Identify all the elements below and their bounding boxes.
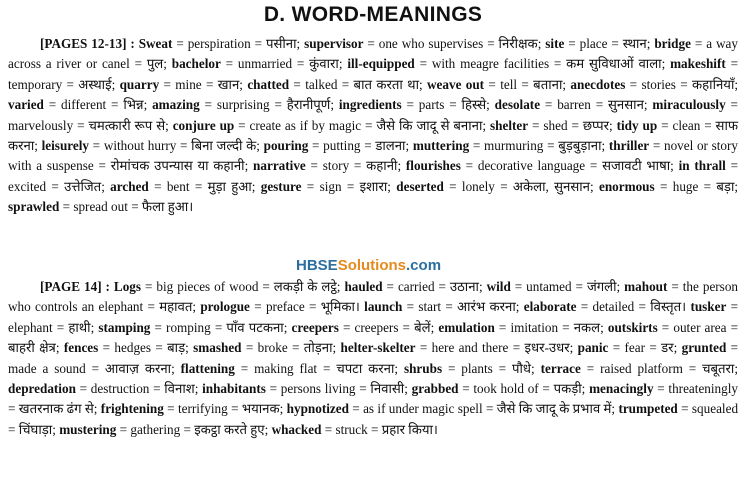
term-meaning: struck = प्रहार किया।: [335, 421, 438, 437]
term: enormous: [598, 178, 655, 194]
term-meaning: spread out = फैला हुआ।: [73, 199, 194, 215]
term-meaning: broke = तोड़ना: [257, 340, 333, 356]
term-meaning: shed = छप्पर: [543, 117, 610, 133]
term: flourishes: [405, 158, 461, 174]
term: depredation: [8, 381, 76, 397]
term: pouring: [263, 138, 309, 154]
term: tidy up: [616, 117, 658, 133]
term: emulation: [438, 319, 495, 335]
term: quarry: [119, 76, 160, 92]
term: anecdotes: [570, 76, 626, 92]
term-meaning: novel or story with a suspense = रोमांचक उपन्यास या कहानी: [8, 138, 739, 174]
term: terrace: [540, 360, 581, 376]
term: wild: [486, 279, 511, 294]
term-meaning: one who supervises = निरीक्षक: [378, 36, 538, 51]
watermark-part-2: Solutions: [337, 257, 407, 274]
term: deserted: [396, 178, 444, 194]
term: stamping: [98, 319, 151, 335]
term-meaning: sign = इशारा: [319, 178, 388, 194]
term-meaning: unmarried = कुंवारा: [237, 56, 339, 72]
term-meaning: making flat = चपटा करना: [254, 360, 395, 376]
term: flattening: [180, 360, 235, 376]
term: prologue: [200, 299, 250, 315]
term-meaning: carried = उठाना: [397, 279, 479, 294]
term-meaning: start = आरंभ करना: [418, 299, 516, 315]
term: shrubs: [403, 360, 443, 376]
term-meaning: clean = साफ करना: [8, 117, 739, 154]
term: thriller: [608, 138, 650, 154]
term: conjure up: [172, 117, 235, 133]
term-meaning: parts = हिस्से: [418, 97, 487, 113]
term-meaning: threateningly = खतरनाक ढंग से: [8, 381, 738, 417]
term: menacingly: [589, 381, 654, 397]
term: weave out: [427, 76, 485, 92]
term-meaning: raised platform = चबूतरा: [600, 360, 735, 376]
term: hauled: [344, 279, 383, 294]
term: miraculously: [652, 97, 726, 113]
term: supervisor: [304, 36, 364, 51]
term-meaning: gathering = इकट्ठा करते हुए: [130, 421, 265, 437]
page-title: D. WORD-MEANINGS: [263, 3, 483, 26]
term: outskirts: [607, 319, 658, 335]
term: helter-skelter: [340, 340, 416, 356]
term: Sweat: [138, 36, 173, 51]
term-meaning: creepers = बेलें: [354, 319, 431, 335]
term: frightening: [100, 401, 164, 417]
section-pages-12-13: [PAGES 12-13] : Sweat = perspiration = पसीना; supervisor = one who supervises = निरीक्षक; site = place = स्थान; bridge = a way across a river or canel = पुल; bachelor = unmarried = कुंवारा; ill-equipped = with meagre facilities = कम सुविधाओं वाला; makeshift = temporary = अस्थाई; quarry = mine = खान; chatted = talked = बात करता था; weave out = tell = बताना; anecdotes = stories = कहानियाँ; varied = different = भिन्न; amazing = surprising = हैरानीपूर्ण; ingredients = parts = हिस्से; desolate = barren = सुनसान; miraculously = marvelously = चमत्कारी रूप से; conjure up = create as if by magic = जैसे कि जादू से बनाना; shelter = shed = छप्पर; tidy up = clean = साफ करना; leisurely = without hurry = बिना जल्दी के; pouring = putting = डालना; muttering = murmuring = बुड़बुड़ाना; thriller = novel or story with a suspense = रोमांचक उपन्यास या कहानी; narrative = story = कहानी; flourishes = decorative language = सजावटी भाषा; in thrall = excited = उत्तेजित; arched = bent = मुड़ा हुआ; gesture = sign = इशारा; deserted = lonely = अकेला, सुनसान; enormous = huge = बड़ा; sprawled = spread out = फैला हुआ।: [8, 36, 739, 215]
term-meaning: terrifying = भयानक: [177, 401, 280, 417]
term: chatted: [247, 76, 290, 92]
term: gesture: [260, 178, 302, 194]
term: smashed: [193, 340, 242, 356]
term: in thrall: [678, 158, 726, 174]
term-meaning: the person who controls an elephant = महावत: [8, 279, 739, 315]
term: launch: [364, 299, 403, 315]
section-label: [PAGES 12-13] :: [40, 36, 135, 51]
term-meaning: destruction = विनाश: [90, 381, 195, 397]
term: muttering: [412, 138, 470, 154]
term-meaning: perspiration = पसीना: [187, 36, 297, 51]
watermark-part-1: HBSE: [296, 257, 338, 274]
term-meaning: without hurry = बिना जल्दी के: [103, 138, 257, 154]
term-meaning: preface = भूमिका।: [265, 299, 360, 315]
term-meaning: lonely = अकेला, सुनसान: [461, 178, 590, 194]
term-meaning: with meagre facilities = कम सुविधाओं वाला: [431, 56, 662, 72]
term-meaning: fear = डर: [624, 340, 674, 356]
term: ingredients: [338, 97, 402, 113]
term-meaning: huge = बड़ा: [672, 178, 735, 194]
term: leisurely: [41, 138, 89, 154]
term-meaning: story = कहानी: [322, 158, 398, 174]
term: desolate: [494, 97, 541, 113]
term: trumpeted: [618, 401, 678, 417]
term: bachelor: [171, 56, 221, 72]
term: elaborate: [523, 299, 577, 315]
term: grabbed: [411, 381, 459, 397]
term-meaning: persons living = निवासी: [280, 381, 405, 397]
term-meaning: detailed = विस्तृत।: [592, 299, 687, 315]
term-meaning: plants = पौधे: [461, 360, 532, 376]
term: narrative: [253, 158, 306, 174]
term-meaning: a way across a river or canel = पुल: [8, 36, 738, 72]
term-meaning: surprising = हैरानीपूर्ण: [216, 97, 331, 113]
term-meaning: elephant = हाथी: [8, 319, 91, 335]
term-meaning: outer area = बाहरी क्षेत्र: [8, 319, 739, 356]
term-meaning: putting = डालना: [323, 138, 406, 154]
term-meaning: mine = खान: [175, 76, 240, 92]
term-meaning: stories = कहानियाँ: [641, 76, 735, 92]
term: tusker: [690, 299, 727, 315]
term-meaning: bent = मुड़ा हुआ: [166, 178, 252, 194]
term-meaning: made a sound = आवाज़ करना: [8, 360, 172, 376]
term: hypnotized: [286, 401, 349, 417]
term: arched: [110, 178, 149, 194]
term-meaning: as if under magic spell = जैसे कि जादू के प्रभाव में: [363, 401, 612, 417]
term: inhabitants: [202, 381, 266, 397]
watermark: [296, 257, 441, 274]
term: Logs: [113, 279, 142, 294]
term-meaning: murmuring = बुड़बुड़ाना: [484, 138, 602, 154]
section-label: [PAGE 14] :: [40, 279, 110, 294]
term-meaning: hedges = बाड़: [114, 340, 186, 356]
term-meaning: different = भिन्न: [61, 97, 144, 113]
term: grunted: [681, 340, 727, 356]
term-meaning: create as if by magic = जैसे कि जादू से बनाना: [249, 117, 483, 133]
term-meaning: place = स्थान: [579, 36, 647, 51]
term-meaning: excited = उत्तेजित: [8, 178, 102, 194]
term: fences: [63, 340, 99, 356]
term: whacked: [271, 421, 322, 437]
term: varied: [8, 97, 44, 113]
term-meaning: barren = सुनसान: [557, 97, 644, 113]
term-meaning: temporary = अस्थाई: [8, 76, 112, 92]
term: shelter: [490, 117, 529, 133]
term-meaning: romping = पाँव पटकना: [166, 319, 284, 335]
term-meaning: talked = बात करता था: [305, 76, 419, 92]
term: site: [545, 36, 565, 51]
term-meaning: squealed = चिंघाड़ा: [8, 401, 739, 437]
term: creepers: [291, 319, 339, 335]
term: panic: [577, 340, 609, 356]
term-meaning: tell = बताना: [500, 76, 563, 92]
term-meaning: marvelously = चमत्कारी रूप से: [8, 117, 166, 133]
term: amazing: [152, 97, 200, 113]
term: makeshift: [670, 56, 726, 72]
term-meaning: took hold of = पकड़ी: [473, 381, 582, 397]
term-meaning: decorative language = सजावटी भाषा: [477, 158, 671, 174]
watermark-part-3: .com: [406, 257, 442, 274]
term: sprawled: [8, 199, 60, 215]
term-meaning: imitation = नकल: [510, 319, 601, 335]
term: bridge: [654, 36, 691, 51]
term-meaning: big pieces of wood = लकड़ी के लट्ठे: [156, 279, 337, 294]
term-meaning: here and there = इधर-उधर: [431, 340, 570, 356]
term-meaning: untamed = जंगली: [526, 279, 617, 294]
term: ill-equipped: [347, 56, 415, 72]
term: mahout: [624, 279, 668, 294]
section-page-14: [PAGE 14] : Logs = big pieces of wood = लकड़ी के लट्ठे; hauled = carried = उठाना; wild = untamed = जंगली; mahout = the person who controls an elephant = महावत; prologue = preface = भूमिका। launch = start = आरंभ करना; elaborate = detailed = विस्तृत। tusker = elephant = हाथी; stamping = romping = पाँव पटकना; creepers = creepers = बेलें; emulation = imitation = नकल; outskirts = outer area = बाहरी क्षेत्र; fences = hedges = बाड़; smashed = broke = तोड़ना; helter-skelter = here and there = इधर-उधर; panic = fear = डर; grunted = made a sound = आवाज़ करना; flattening = making flat = चपटा करना; shrubs = plants = पौधे; terrace = raised platform = चबूतरा; depredation = destruction = विनाश; inhabitants = persons living = निवासी; grabbed = took hold of = पकड़ी; menacingly = threateningly = खतरनाक ढंग से; frightening = terrifying = भयानक; hypnotized = as if under magic spell = जैसे कि जादू के प्रभाव में; trumpeted = squealed = चिंघाड़ा; mustering = gathering = इकट्ठा करते हुए; whacked = struck = प्रहार किया।: [8, 279, 739, 437]
term: mustering: [59, 421, 117, 437]
